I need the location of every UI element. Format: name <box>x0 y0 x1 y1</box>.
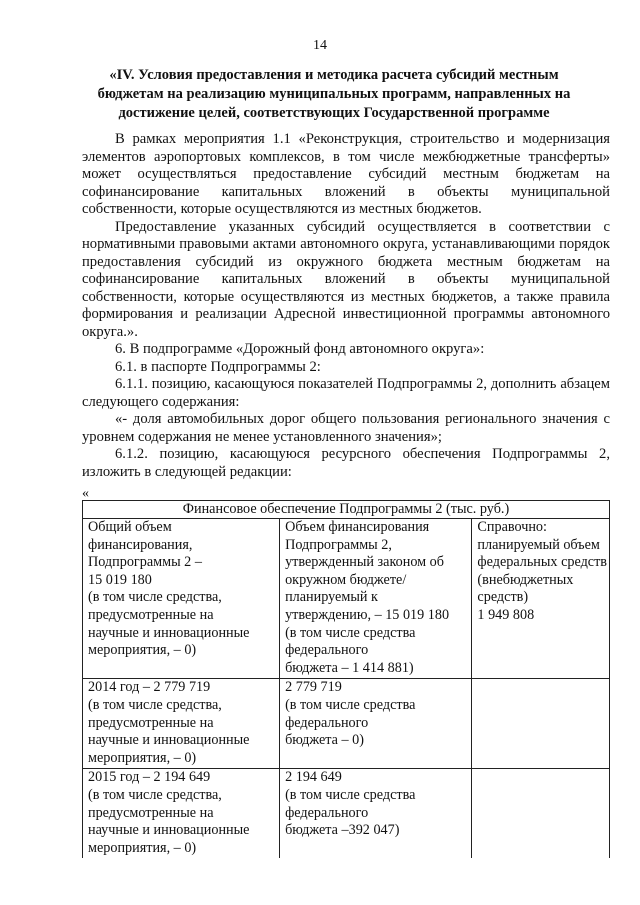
cell-text-line: бюджета –392 047) <box>285 822 400 839</box>
cell-text-line: Общий объем <box>88 519 172 535</box>
cell-text-line: Объем финансирования <box>285 519 430 535</box>
cell-text-line: окружном бюджете/ <box>285 571 407 588</box>
table-title: Финансовое обеспечение Подпрограммы 2 (тыс. руб.) <box>83 501 610 519</box>
paragraph: 6. В подпрограмме «Дорожный фонд автономного округа»: <box>115 341 485 357</box>
cell-text-line: 2015 год – 2 194 649 <box>88 769 211 786</box>
paragraph: 6.1. в паспорте Подпрограммы 2: <box>115 358 321 375</box>
paragraph: «- доля автомобильных дорог общего пользования регионального значения с уровнем содержания не менее установленного значения»; <box>82 411 610 445</box>
open-quote: « <box>82 486 89 501</box>
cell-text-line: 2014 год – 2 779 719 <box>88 679 211 696</box>
table-cell <box>280 769 472 858</box>
cell-text-line: финансирования, <box>88 536 193 553</box>
table-cell <box>472 679 610 769</box>
cell-text-line: бюджета – 1 414 881) <box>285 659 414 676</box>
cell-text-line: научные и инновационные <box>88 732 250 749</box>
table-cell <box>83 679 280 769</box>
cell-text-line: федерального <box>285 714 369 731</box>
cell-text-line: 1 949 808 <box>477 606 535 623</box>
cell-text-line: Подпрограммы 2, <box>285 536 392 553</box>
cell-text-line: (в том числе средства, <box>88 786 222 803</box>
cell-text-line: утверждению, – 15 019 180 <box>285 606 450 623</box>
cell-text-line: 2 779 719 <box>285 679 342 696</box>
cell-text-line: (в том числе средства, <box>88 696 222 713</box>
cell-text-line: мероприятия, – 0) <box>88 839 197 856</box>
table-cell <box>472 519 610 679</box>
section-heading: «IV. Условия предоставления и методика расчета субсидий местным бюджетам на реализацию муниципальных программ, направленных на достижение целей, соответствующих Государственной программе <box>97 67 571 121</box>
page-number: 14 <box>313 38 327 53</box>
cell-text-line: предусмотренные на <box>88 606 214 623</box>
body-text <box>82 131 610 481</box>
paragraph: В рамках мероприятия 1.1 «Реконструкция, строительство и модернизация элементов аэропортовых комплексов, в том числе межбюджетные трансферты» может осуществляться предоставление субсидий местным бюджетам на софинансирование капитальных вложений в объекты муниципальной собственности, которые осуществляются из местных бюджетов. <box>82 131 610 217</box>
table-row <box>83 769 610 858</box>
cell-text-line: 2 194 649 <box>285 769 342 786</box>
cell-text-line: (в том числе средства, <box>88 589 222 606</box>
cell-text-line: 15 019 180 <box>88 571 152 588</box>
cell-text-line: федерального <box>285 804 369 821</box>
cell-text-line: научные и инновационные <box>88 624 250 641</box>
cell-text-line: планируемый к <box>285 589 378 606</box>
table-cell <box>280 519 472 679</box>
table-cell <box>83 519 280 679</box>
cell-text-line: (в том числе средства <box>285 786 416 803</box>
cell-text-line: (в том числе средства <box>285 696 416 713</box>
paragraph: Предоставление указанных субсидий осуществляется в соответствии с нормативными правовыми актами автономного округа, устанавливающими порядок предоставления субсидий из окружного бюджета местным бюджетам на софинансирование капитальных вложений в объекты муниципальной собственности, которые осуществляются из местных бюджетов, а также правила формирования и реализации Адресной инвестиционной программы автономного округа.». <box>82 218 610 340</box>
paragraph: 6.1.1. позицию, касающуюся показателей Подпрограммы 2, дополнить абзацем следующего содержания: <box>82 376 610 410</box>
table-row <box>83 519 610 679</box>
table-cell <box>280 679 472 769</box>
cell-text-line: предусмотренные на <box>88 804 214 821</box>
paragraph: 6.1.2. позицию, касающуюся ресурсного обеспечения Подпрограммы 2, изложить в следующей редакции: <box>82 446 610 480</box>
cell-text-line: федерального <box>285 642 369 659</box>
cell-text-line: бюджета – 0) <box>285 732 364 749</box>
cell-text-line: Справочно: <box>477 519 547 535</box>
table-cell <box>472 769 610 858</box>
cell-text-line: средств) <box>477 589 529 606</box>
cell-text-line: научные и инновационные <box>88 822 250 839</box>
cell-text-line: (в том числе средства <box>285 624 416 641</box>
cell-text-line: предусмотренные на <box>88 714 214 731</box>
table-cell <box>83 769 280 858</box>
cell-text-line: утвержденный законом об <box>285 554 444 571</box>
cell-text-line: Подпрограммы 2 – <box>88 554 202 571</box>
cell-text-line: мероприятия, – 0) <box>88 642 197 659</box>
cell-text-line: (внебюджетных <box>477 571 574 588</box>
cell-text-line: мероприятия, – 0) <box>88 749 197 766</box>
table-row <box>83 679 610 769</box>
financing-table <box>82 500 610 858</box>
cell-text-line: планируемый объем <box>477 536 600 553</box>
cell-text-line: федеральных средств <box>477 554 607 571</box>
